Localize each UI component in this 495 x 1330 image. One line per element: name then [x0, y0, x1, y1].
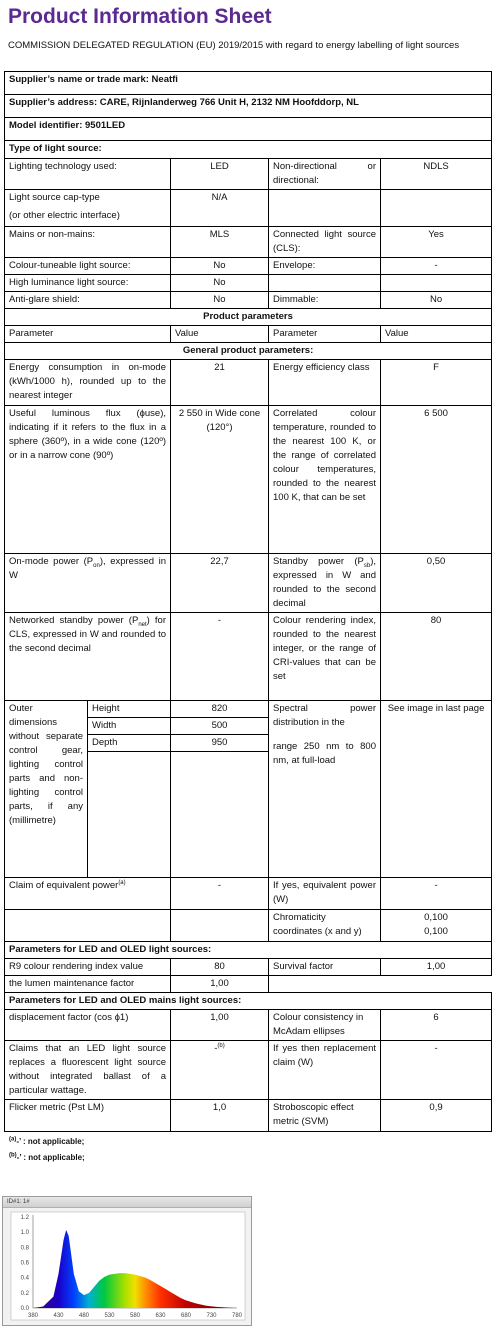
mains-label: Mains or non-mains:	[5, 227, 171, 258]
regulation-subtitle: COMMISSION DELEGATED REGULATION (EU) 2019/2015 with regard to energy labelling of light sources	[8, 40, 460, 51]
claims-label: Claims that an LED light source replaces a fluorescent light source without integrated ballast of a particular wattage.	[5, 1041, 171, 1100]
displacement-factor-label: displacement factor (cos ϕ1)	[5, 1010, 171, 1041]
footnote-b-mark: (b)	[9, 1152, 17, 1159]
equivalent-power-value: -	[171, 878, 269, 910]
standby-power-label	[269, 554, 381, 613]
col-header-value-2: Value	[381, 326, 492, 343]
networked-standby-text-post: ) for CLS, expressed in W and rounded to the second decimal	[9, 615, 166, 654]
connected-label: Connected light source (CLS):	[269, 227, 381, 258]
spectral-power-distribution-plot	[3, 1209, 251, 1325]
empty-cell	[381, 275, 492, 292]
x-tick-label: 580	[129, 1313, 141, 1319]
on-mode-power-label	[5, 554, 171, 613]
empty-cell	[269, 190, 381, 227]
y-tick-label: 0.8	[20, 1245, 29, 1252]
lighting-technology-value: LED	[171, 159, 269, 190]
lumen-maintenance-label: the lumen maintenance factor	[5, 976, 171, 993]
y-tick-label: 0.2	[20, 1290, 29, 1297]
stroboscopic-label: Stroboscopic effect metric (SVM)	[269, 1100, 381, 1132]
claims-value-dash: -	[214, 1043, 218, 1054]
spectral-chart	[2, 1196, 252, 1326]
colour-tuneable-label: Colour-tuneable light source:	[5, 258, 171, 275]
chromaticity-value	[381, 910, 492, 942]
equivalent-yes-value: -	[381, 878, 492, 910]
chromaticity-label: Chromaticity coordinates (x and y)	[269, 910, 381, 942]
height-value: 820	[171, 701, 269, 718]
cri-label: Colour rendering index, rounded to the nearest integer, or the range of CRI-values that can be set	[269, 613, 381, 701]
flicker-metric-label: Flicker metric (Pst LM)	[5, 1100, 171, 1132]
flicker-metric-value: 1,0	[171, 1100, 269, 1132]
depth-value: 950	[171, 735, 269, 752]
x-tick-label: 680	[180, 1313, 192, 1319]
energy-class-label: Energy efficiency class	[269, 360, 381, 406]
survival-factor-label: Survival factor	[269, 959, 381, 976]
networked-standby-sub: net	[138, 621, 147, 628]
cap-type-label	[5, 190, 171, 227]
survival-factor-value: 1,00	[381, 959, 492, 976]
x-tick-label: 380	[27, 1313, 39, 1319]
x-tick-label: 430	[53, 1313, 64, 1319]
col-header-value: Value	[171, 326, 269, 343]
energy-consumption-label: Energy consumption in on-mode (kWh/1000 h), rounded up to the nearest integer	[5, 360, 171, 406]
chromaticity-y: 0,100	[424, 926, 448, 937]
empty-cell	[171, 910, 269, 942]
page-title: Product Information Sheet	[8, 5, 272, 28]
empty-cell	[88, 752, 171, 878]
equivalent-power-label	[5, 878, 171, 910]
x-tick-label: 630	[155, 1313, 166, 1319]
footnote-a	[9, 1136, 84, 1148]
dimmable-value: No	[381, 292, 492, 309]
chromaticity-x: 0,100	[424, 912, 448, 923]
high-luminance-label: High luminance light source:	[5, 275, 171, 292]
displacement-factor-value: 1,00	[171, 1010, 269, 1041]
note-b-mark: (b)	[217, 1042, 225, 1049]
luminous-flux-value: 2 550 in Wide cone (120°)	[171, 406, 269, 554]
led-parameters-header: Parameters for LED and OLED light sources:	[5, 942, 492, 959]
equivalent-power-text: Claim of equivalent power	[9, 880, 119, 891]
networked-standby-text: Networked standby power (P	[9, 615, 139, 626]
cap-type-value: N/A	[171, 190, 269, 227]
envelope-value: -	[381, 258, 492, 275]
cap-type-label-line2: (or other electric interface)	[9, 210, 120, 221]
r9-value: 80	[171, 959, 269, 976]
x-tick-label: 530	[104, 1313, 115, 1319]
stroboscopic-value: 0,9	[381, 1100, 492, 1132]
standby-power-text: Standby power (P	[273, 556, 364, 567]
product-information-table	[4, 71, 492, 1132]
networked-standby-label	[5, 613, 171, 701]
on-mode-power-text-post: ), expressed in W	[9, 556, 166, 581]
col-header-parameter: Parameter	[5, 326, 171, 343]
energy-consumption-value: 21	[171, 360, 269, 406]
y-tick-label: 1.2	[20, 1215, 29, 1221]
width-value: 500	[171, 718, 269, 735]
r9-label: R9 colour rendering index value	[5, 959, 171, 976]
luminous-flux-label: Useful luminous flux (ɸuse), indicating if it refers to the flux in a sphere (360º), in a wide cone (120º) or in a narrow cone (90º)	[5, 406, 171, 554]
lumen-maintenance-value: 1,00	[171, 976, 269, 993]
dimensions-label: Outer dimensions without separate control gear, lighting control parts and non-lighting control parts, if any (millimetre)	[5, 701, 88, 878]
product-parameters-header: Product parameters	[5, 309, 492, 326]
cri-value: 80	[381, 613, 492, 701]
width-label: Width	[88, 718, 171, 735]
x-tick-label: 730	[206, 1313, 217, 1319]
x-tick-label: 780	[231, 1313, 243, 1319]
led-mains-parameters-header: Parameters for LED and OLED mains light sources:	[5, 993, 492, 1010]
claims-value	[171, 1041, 269, 1100]
note-a-mark: (a)	[118, 879, 126, 886]
replacement-claim-label: If yes then replacement claim (W)	[269, 1041, 381, 1100]
spectral-value: See image in last page	[381, 701, 492, 878]
x-tick-label: 480	[78, 1313, 90, 1319]
depth-label: Depth	[88, 735, 171, 752]
empty-cell	[269, 275, 381, 292]
footnote-a-text: -’ : not applicable;	[16, 1137, 85, 1146]
colour-consistency-value: 6	[381, 1010, 492, 1041]
energy-class-value: F	[381, 360, 492, 406]
spectral-label-line2: range 250 nm to 800 nm, at full-load	[273, 741, 376, 766]
empty-cell	[171, 752, 269, 878]
colour-consistency-label: Colour consistency in McAdam ellipses	[269, 1010, 381, 1041]
y-tick-label: 0.6	[20, 1260, 29, 1267]
general-parameters-header: General product parameters:	[5, 343, 492, 360]
dimmable-label: Dimmable:	[269, 292, 381, 309]
directional-label: Non-directional or directional:	[269, 159, 381, 190]
col-header-parameter-2: Parameter	[269, 326, 381, 343]
mains-value: MLS	[171, 227, 269, 258]
height-label: Height	[88, 701, 171, 718]
equivalent-yes-label: If yes, equivalent power (W)	[269, 878, 381, 910]
type-of-light-source-header: Type of light source:	[5, 141, 492, 159]
standby-power-text-post: ), expressed in W and rounded to the second decimal	[273, 556, 376, 609]
standby-power-sub: sb	[363, 562, 371, 569]
y-tick-label: 0.0	[20, 1306, 29, 1312]
supplier-name: Supplier’s name or trade mark: Neatfi	[5, 72, 492, 95]
footnote-b-text: -’ : not applicable;	[16, 1153, 85, 1162]
empty-cell	[269, 976, 492, 993]
high-luminance-value: No	[171, 275, 269, 292]
footnote-b	[9, 1152, 85, 1164]
chart-header: ID#1: 1#	[3, 1197, 251, 1208]
directional-value: NDLS	[381, 159, 492, 190]
empty-cell	[381, 190, 492, 227]
standby-power-value: 0,50	[381, 554, 492, 613]
model-identifier: Model identifier: 9501LED	[5, 118, 492, 141]
y-tick-label: 0.4	[20, 1275, 29, 1282]
cct-label: Correlated colour temperature, rounded to the nearest 100 K, or the range of correlated colour temperatures, rounded to the nearest 100 K, that can be set	[269, 406, 381, 554]
on-mode-power-value: 22,7	[171, 554, 269, 613]
spectral-label	[269, 701, 381, 878]
on-mode-power-sub: on	[93, 562, 100, 569]
connected-value: Yes	[381, 227, 492, 258]
supplier-address: Supplier’s address: CARE, Rijnlanderweg 766 Unit H, 2132 NM Hoofddorp, NL	[5, 95, 492, 118]
empty-cell	[5, 910, 171, 942]
cct-value: 6 500	[381, 406, 492, 554]
lighting-technology-label: Lighting technology used:	[5, 159, 171, 190]
colour-tuneable-value: No	[171, 258, 269, 275]
footnote-a-mark: (a)	[9, 1136, 17, 1143]
y-tick-label: 1.0	[20, 1230, 29, 1237]
on-mode-power-text: On-mode power (P	[9, 556, 94, 567]
spectral-label-line1: Spectral power distribution in the	[273, 703, 376, 728]
envelope-label: Envelope:	[269, 258, 381, 275]
anti-glare-label: Anti-glare shield:	[5, 292, 171, 309]
replacement-claim-value: -	[381, 1041, 492, 1100]
anti-glare-value: No	[171, 292, 269, 309]
cap-type-label-line1: Light source cap-type	[9, 192, 100, 203]
networked-standby-value: -	[171, 613, 269, 701]
